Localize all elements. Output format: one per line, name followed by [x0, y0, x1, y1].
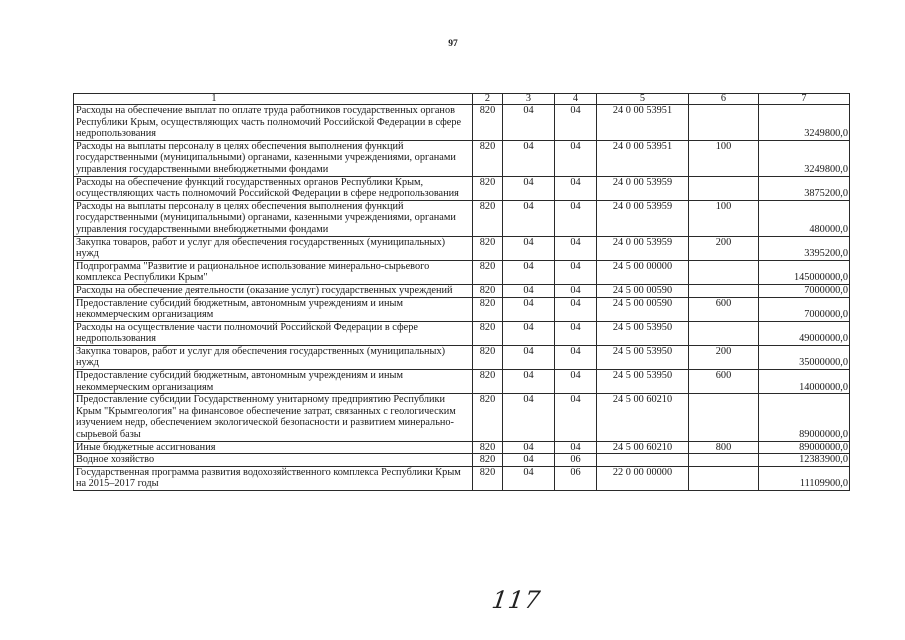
- cell-amount: 3249800,0: [759, 140, 850, 176]
- cell-amount: 89000000,0: [759, 441, 850, 454]
- cell-code-5: 24 5 00 00590: [597, 297, 689, 321]
- cell-description: Расходы на обеспечение деятельности (оказание услуг) государственных учреждений: [74, 284, 473, 297]
- table-row: [74, 394, 850, 441]
- cell-code-2: 820: [473, 454, 503, 467]
- cell-description: Государственная программа развития водохозяйственного комплекса Республики Крым на 2015–2017 годы: [74, 466, 473, 490]
- cell-code-6: 200: [689, 345, 759, 369]
- table-row: [74, 284, 850, 297]
- cell-code-4: 04: [555, 321, 597, 345]
- header-col-6: 6: [689, 94, 759, 105]
- cell-code-2: 820: [473, 105, 503, 141]
- header-col-1: 1: [74, 94, 473, 105]
- cell-amount: 49000000,0: [759, 321, 850, 345]
- header-col-3: 3: [503, 94, 555, 105]
- cell-description: Расходы на обеспечение выплат по оплате труда работников государственных органов Республики Крым, осуществляющих часть полномочий Российской Федерации в сфере недропользования: [74, 105, 473, 141]
- cell-code-4: 04: [555, 176, 597, 200]
- cell-code-4: 04: [555, 105, 597, 141]
- cell-code-2: 820: [473, 297, 503, 321]
- cell-code-2: 820: [473, 260, 503, 284]
- cell-code-2: 820: [473, 284, 503, 297]
- cell-description: Водное хозяйство: [74, 454, 473, 467]
- cell-description: Подпрограмма "Развитие и рациональное использование минерально-сырьевого комплекса Республики Крым": [74, 260, 473, 284]
- cell-code-3: 04: [503, 297, 555, 321]
- cell-code-4: 04: [555, 140, 597, 176]
- cell-amount: 3875200,0: [759, 176, 850, 200]
- cell-code-2: 820: [473, 236, 503, 260]
- cell-code-3: 04: [503, 394, 555, 441]
- cell-code-6: [689, 260, 759, 284]
- header-col-4: 4: [555, 94, 597, 105]
- cell-description: Расходы на выплаты персоналу в целях обеспечения выполнения функций государственными (муниципальными) органами, казенными учреждениями, органами управления государственными внебюджетными фондами: [74, 140, 473, 176]
- cell-code-4: 04: [555, 297, 597, 321]
- cell-code-4: 04: [555, 370, 597, 394]
- cell-code-2: 820: [473, 200, 503, 236]
- cell-code-6: [689, 284, 759, 297]
- cell-code-2: 820: [473, 321, 503, 345]
- cell-code-5: 24 5 00 53950: [597, 321, 689, 345]
- header-col-2: 2: [473, 94, 503, 105]
- cell-code-4: 04: [555, 284, 597, 297]
- cell-code-5: [597, 454, 689, 467]
- cell-code-4: 04: [555, 441, 597, 454]
- cell-code-2: 820: [473, 176, 503, 200]
- cell-description: Расходы на выплаты персоналу в целях обеспечения выполнения функций государственными (муниципальными) органами, казенными учреждениями, органами управления государственными внебюджетными фондами: [74, 200, 473, 236]
- table-row: [74, 441, 850, 454]
- cell-code-4: 04: [555, 200, 597, 236]
- table-row: [74, 105, 850, 141]
- table-row: [74, 466, 850, 490]
- cell-amount: 35000000,0: [759, 345, 850, 369]
- header-row: [74, 94, 850, 105]
- cell-code-3: 04: [503, 236, 555, 260]
- header-col-5: 5: [597, 94, 689, 105]
- cell-code-3: 04: [503, 454, 555, 467]
- cell-description: Расходы на осуществление части полномочий Российской Федерации в сфере недропользования: [74, 321, 473, 345]
- cell-code-2: 820: [473, 370, 503, 394]
- cell-code-5: 24 5 00 00000: [597, 260, 689, 284]
- cell-amount: 145000000,0: [759, 260, 850, 284]
- cell-code-5: 24 5 00 60210: [597, 441, 689, 454]
- table-row: [74, 321, 850, 345]
- cell-code-5: 24 5 00 53950: [597, 345, 689, 369]
- cell-code-3: 04: [503, 176, 555, 200]
- cell-code-6: [689, 466, 759, 490]
- cell-code-6: 200: [689, 236, 759, 260]
- cell-amount: 3395200,0: [759, 236, 850, 260]
- handwritten-page-number: 117: [490, 586, 543, 614]
- cell-code-5: 24 0 00 53959: [597, 176, 689, 200]
- cell-code-6: 100: [689, 200, 759, 236]
- cell-code-5: 24 0 00 53959: [597, 236, 689, 260]
- table-row: [74, 345, 850, 369]
- cell-description: Иные бюджетные ассигнования: [74, 441, 473, 454]
- cell-code-5: 24 5 00 60210: [597, 394, 689, 441]
- table-row: [74, 297, 850, 321]
- cell-code-5: 24 0 00 53959: [597, 200, 689, 236]
- cell-code-6: [689, 105, 759, 141]
- cell-amount: 11109900,0: [759, 466, 850, 490]
- cell-code-6: [689, 176, 759, 200]
- page-number: 97: [448, 39, 458, 49]
- cell-code-6: 600: [689, 297, 759, 321]
- cell-code-6: 600: [689, 370, 759, 394]
- cell-amount: 89000000,0: [759, 394, 850, 441]
- cell-code-4: 06: [555, 454, 597, 467]
- cell-code-2: 820: [473, 345, 503, 369]
- cell-code-3: 04: [503, 105, 555, 141]
- cell-code-3: 04: [503, 321, 555, 345]
- cell-code-3: 04: [503, 441, 555, 454]
- cell-description: Расходы на обеспечение функций государственных органов Республики Крым, осуществляющих часть полномочий Российской Федерации в сфере недропользования: [74, 176, 473, 200]
- cell-code-6: [689, 321, 759, 345]
- table-body: [74, 105, 850, 491]
- cell-code-2: 820: [473, 140, 503, 176]
- table-row: [74, 200, 850, 236]
- cell-code-4: 04: [555, 394, 597, 441]
- table-header: [74, 94, 850, 105]
- cell-code-5: 22 0 00 00000: [597, 466, 689, 490]
- table-row: [74, 140, 850, 176]
- cell-code-5: 24 5 00 00590: [597, 284, 689, 297]
- budget-table: [73, 93, 850, 491]
- cell-amount: 3249800,0: [759, 105, 850, 141]
- cell-description: Предоставление субсидий бюджетным, автономным учреждениям и иным некоммерческим организациям: [74, 370, 473, 394]
- cell-amount: 7000000,0: [759, 284, 850, 297]
- cell-code-5: 24 5 00 53950: [597, 370, 689, 394]
- cell-code-2: 820: [473, 466, 503, 490]
- cell-code-3: 04: [503, 260, 555, 284]
- cell-description: Предоставление субсидии Государственному унитарному предприятию Республики Крым "Крымгеология" на финансовое обеспечение затрат, связанных с геологическим изучением недр, обеспечением экологической безопасности и развитием минерально-сырьевой базы: [74, 394, 473, 441]
- cell-description: Предоставление субсидий бюджетным, автономным учреждениям и иным некоммерческим организациям: [74, 297, 473, 321]
- cell-amount: 14000000,0: [759, 370, 850, 394]
- cell-code-4: 06: [555, 466, 597, 490]
- cell-code-3: 04: [503, 284, 555, 297]
- table-row: [74, 260, 850, 284]
- cell-code-6: [689, 454, 759, 467]
- cell-amount: 480000,0: [759, 200, 850, 236]
- cell-code-5: 24 0 00 53951: [597, 140, 689, 176]
- cell-code-4: 04: [555, 260, 597, 284]
- cell-code-6: 800: [689, 441, 759, 454]
- cell-description: Закупка товаров, работ и услуг для обеспечения государственных (муниципальных) нужд: [74, 236, 473, 260]
- cell-code-2: 820: [473, 394, 503, 441]
- cell-code-3: 04: [503, 466, 555, 490]
- cell-code-6: 100: [689, 140, 759, 176]
- cell-code-3: 04: [503, 370, 555, 394]
- cell-code-4: 04: [555, 345, 597, 369]
- cell-code-4: 04: [555, 236, 597, 260]
- cell-amount: 12383900,0: [759, 454, 850, 467]
- cell-code-3: 04: [503, 345, 555, 369]
- cell-code-3: 04: [503, 200, 555, 236]
- cell-code-5: 24 0 00 53951: [597, 105, 689, 141]
- header-col-7: 7: [759, 94, 850, 105]
- table-row: [74, 454, 850, 467]
- cell-code-2: 820: [473, 441, 503, 454]
- cell-code-3: 04: [503, 140, 555, 176]
- cell-amount: 7000000,0: [759, 297, 850, 321]
- cell-code-6: [689, 394, 759, 441]
- table-row: [74, 176, 850, 200]
- cell-description: Закупка товаров, работ и услуг для обеспечения государственных (муниципальных) нужд: [74, 345, 473, 369]
- table-row: [74, 370, 850, 394]
- table-row: [74, 236, 850, 260]
